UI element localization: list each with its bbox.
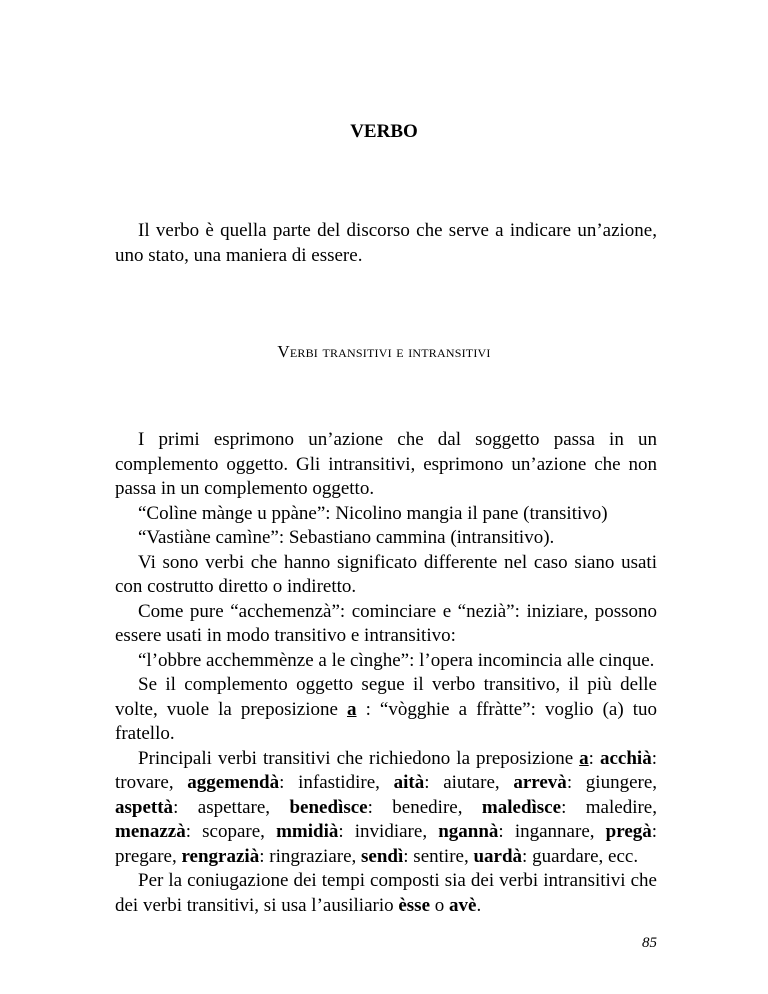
verb-term: rengrazià [181,845,260,867]
verb-term: pregà [605,821,652,842]
text-span: Per la coniugazione dei tempi composti sia dei verbi intransitivi che dei verbi transitivi, si usa l’ausiliario [115,870,657,916]
text-span: . [476,894,482,916]
verb-meaning: : maledire [561,796,653,818]
verb-term: aità [393,772,425,793]
example-intransitive: “Vastiàne camìne”: Sebastiano cammina (intransitivo). [138,527,555,548]
text-span: : [588,747,600,769]
example-sentence: “l’obbre acchemmènze a le cìnghe”: l’opera incomincia alle cinque. [138,649,655,671]
paragraph: I primi esprimono un’azione che dal soggetto passa in un complemento oggetto. Gli intransitivi, esprimono un’azione che non passa in un complemento oggetto. [115,429,657,499]
preposition-paragraph [115,673,657,747]
verb-meaning: : guardare [522,845,599,867]
verb-meaning: : infastidire [279,772,376,793]
verb-meaning: : trovare [115,747,657,793]
verb-meaning: : benedire [367,796,458,818]
text-span: : “vògghie a ffràtte”: voglio (a) tuo fratello. [115,698,657,744]
auxiliary-paragraph [115,869,657,918]
verb-term: menazzà [115,821,186,842]
auxiliary-word: èsse [398,894,431,916]
verb-meaning: : invidiare [338,821,423,842]
intro-block [115,219,657,268]
verb-meaning: : sentire [403,845,464,867]
verb-term: maledìsce [481,796,562,818]
verb-meaning: : aiutare [424,772,495,793]
verbs-list-paragraph: Principali verbi transitivi che richiedono la preposizione a: acchià: trovare, aggemendà: infastidire, aità: aiutare, arrevà: giungere, aspettà: aspettare, benedìsce: benedire, maledìsce: maledire, menazzà: scopare, mmidià: invidiare, ngannà: ingannare, pregà: pregare, rengrazià: ringraziare, sendì: sentire, uardà: guardare, ecc. [115,747,658,867]
verb-meaning: : ingannare [498,821,590,842]
verb-term: uardà [473,845,523,867]
verb-term: aggemendà [187,772,280,793]
example-transitive: “Colìne mànge u ppàne”: Nicolino mangia il pane (transitivo) [138,502,608,524]
verb-meaning: : ringraziare [259,845,352,867]
verb-term: ngannà [438,821,499,842]
text-span: o [430,894,450,916]
section-body [115,428,657,918]
verb-meaning: : aspettare [173,796,266,818]
preposition: a [579,747,589,769]
intro-paragraph: Il verbo è quella parte del discorso che serve a indicare un’azione, uno stato, una maniera di essere. [115,220,657,266]
text-span: , ecc. [598,845,639,867]
paragraph: Vi sono verbi che hanno significato differente nel caso siano usati con costrutto diretto o indiretto. [115,551,657,597]
text-span: Principali verbi transitivi che richiedono la preposizione [138,747,580,769]
verb-term: benedìsce [289,796,368,818]
verb-term: acchià [600,747,652,769]
verb-meaning: : giungere [566,772,653,793]
text-span: Se il complemento oggetto segue il verbo transitivo, il più delle volte, vuole la preposizione [115,674,657,720]
paragraph: Come pure “acchemenzà”: cominciare e “nezià”: iniziare, possono essere usati in modo transitivo e intransitivo: [115,600,657,646]
auxiliary-word: avè [449,894,477,916]
verb-term: arrevà [513,772,567,793]
verb-meaning: : scopare [185,821,261,842]
verb-term: mmidià [276,821,339,842]
page-number: 85 [642,935,657,951]
preposition: a [347,698,357,720]
section-title: Verbi transitivi e intransitivi [277,342,491,361]
verb-term: sendì [361,845,404,867]
page-title: VERBO [350,121,418,142]
verb-meaning: : pregare [115,821,658,867]
verb-term: aspettà [115,796,174,818]
